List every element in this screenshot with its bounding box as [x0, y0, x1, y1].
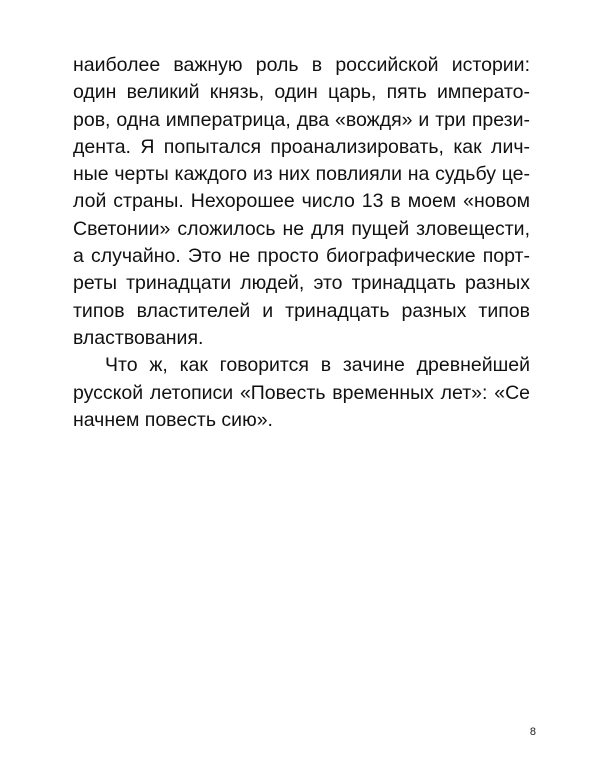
- text-line: ные черты каждого из них повлияли на судьбу це-: [73, 163, 530, 186]
- body-text: [73, 52, 530, 434]
- text-line: Светонии» сложилось не для пущей зловещести,: [73, 217, 530, 240]
- text-line: типов властителей и тринадцать разных типов: [73, 299, 530, 322]
- paragraph-1: [73, 52, 530, 352]
- text-line: Что ж, как говорится в зачине древнейшей: [105, 354, 530, 377]
- text-line: наиболее важную роль в российской истории:: [73, 54, 530, 76]
- text-line: реты тринадцати людей, это тринадцать разных: [73, 272, 530, 295]
- text-line: лой страны. Нехорошее число 13 в моем «новом: [73, 190, 530, 213]
- page-number: 8: [529, 726, 536, 738]
- paragraph-2: [73, 352, 530, 434]
- text-line: начнем повесть сию».: [73, 408, 273, 431]
- text-line: а случайно. Это не просто биографические порт-: [73, 245, 530, 268]
- text-line: дента. Я попытался проанализировать, как лич-: [73, 135, 530, 158]
- text-line: властвования.: [73, 326, 204, 349]
- text-line: один великий князь, один царь, пять императо-: [73, 81, 530, 104]
- text-line: ров, одна императрица, два «вождя» и три прези-: [73, 108, 530, 131]
- text-line: русской летописи «Повесть временных лет»: «Се: [73, 381, 530, 404]
